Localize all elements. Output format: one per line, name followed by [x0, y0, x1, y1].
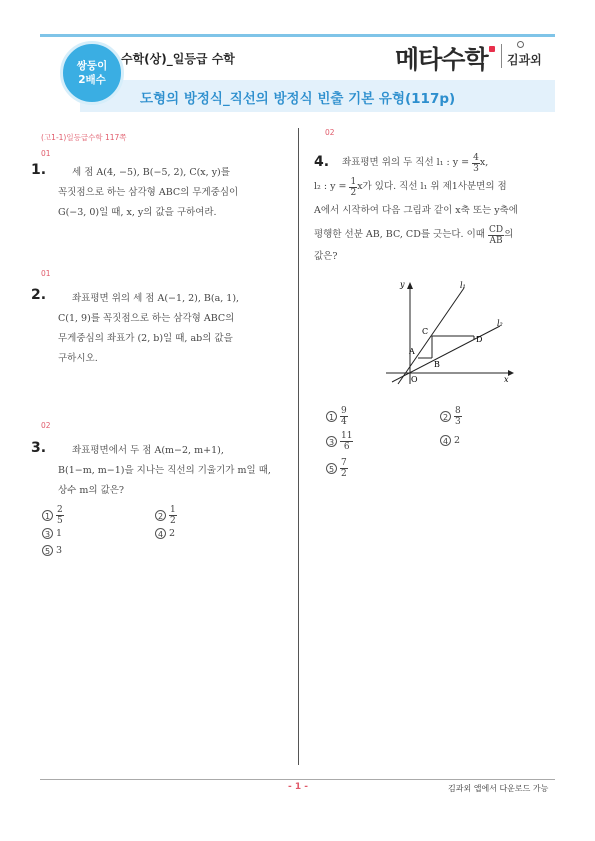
question-line-text: 좌표평면 위의 두 직선 l₁ : y = — [342, 157, 470, 168]
option-marker: 4 — [440, 435, 451, 446]
question-text — [314, 151, 558, 267]
option-marker: 1 — [42, 510, 53, 521]
question-tag: 01 — [41, 149, 51, 158]
answer-option[interactable] — [440, 435, 460, 446]
question-number: 2. — [31, 287, 47, 303]
option-value: 3 — [56, 545, 63, 556]
question-tag: 01 — [41, 269, 51, 278]
question-line: B(1−m, m−1)을 지나는 직선의 기울기가 m일 때, — [58, 465, 271, 476]
fraction-numerator: 11 — [341, 431, 353, 441]
option-fraction — [169, 505, 177, 526]
answer-option[interactable] — [42, 505, 64, 526]
option-value: 2 — [169, 528, 176, 539]
option-fraction — [56, 505, 64, 526]
answer-option[interactable] — [326, 406, 348, 427]
fraction-numerator: 4 — [473, 152, 479, 163]
answer-option[interactable] — [440, 406, 462, 427]
fraction-numerator: 2 — [57, 505, 63, 515]
question-number: 1. — [31, 162, 47, 178]
answer-option[interactable] — [155, 528, 175, 539]
question-line: 구하시오. — [58, 353, 98, 364]
book-title: 수학(상)_일등급 수학 — [121, 52, 235, 66]
question-line: 꼭짓점으로 하는 삼각형 ABC의 무게중심이 — [58, 187, 239, 198]
question-line: 값은? — [314, 251, 338, 262]
option-fraction — [340, 458, 348, 479]
question-source: (고1-1)일등급수학 117쪽 — [41, 133, 127, 142]
l2-label: l₂ — [497, 319, 503, 328]
option-marker: 5 — [42, 545, 53, 556]
option-value: 2 — [454, 435, 461, 446]
question-number: 3. — [31, 440, 47, 456]
twin-badge — [60, 41, 124, 105]
point-c-label: C — [422, 327, 429, 336]
answer-option[interactable] — [42, 545, 62, 556]
slope-fraction — [472, 153, 480, 174]
question-line: 세 점 A(4, −5), B(−5, 2), C(x, y)를 — [72, 167, 230, 178]
header-rule — [40, 34, 555, 37]
fraction-denominator: 3 — [473, 163, 479, 174]
question-text — [58, 441, 286, 501]
question-number: 4. — [314, 154, 330, 170]
answer-option[interactable] — [326, 458, 348, 479]
question-line: A에서 시작하여 다음 그림과 같이 x축 또는 y축에 — [314, 205, 518, 216]
point-b-label: B — [434, 360, 440, 369]
option-marker: 3 — [326, 436, 337, 447]
question-line-text: 평행한 선분 AB, BC, CD를 긋는다. 이때 — [314, 229, 485, 240]
option-marker: 5 — [326, 463, 337, 474]
question-line: 좌표평면에서 두 점 A(m−2, m+1), — [72, 445, 224, 456]
fraction-denominator: 2 — [170, 516, 176, 526]
question-line-text: l₂ : y = — [314, 181, 347, 192]
fraction-denominator: 5 — [57, 516, 63, 526]
origin-label: O — [411, 375, 418, 384]
question-line: 무게중심의 좌표가 (2, b)일 때, ab의 값을 — [58, 333, 233, 344]
option-marker: 3 — [42, 528, 53, 539]
fraction-denominator: 2 — [341, 469, 347, 479]
fraction-denominator: AB — [489, 235, 503, 246]
partner-logo: 김과외 — [507, 53, 542, 67]
question-line: 좌표평면 위의 세 점 A(−1, 2), B(a, 1), — [72, 293, 240, 304]
question-line-text: x가 있다. 직선 l₁ 위 제1사분면의 점 — [357, 181, 507, 192]
question-line — [314, 175, 558, 199]
option-marker: 2 — [155, 510, 166, 521]
fraction-numerator: 1 — [350, 176, 357, 187]
badge-line1: 쌍둥이 — [76, 60, 108, 72]
fraction-numerator: 7 — [341, 458, 347, 468]
answer-option[interactable] — [155, 505, 177, 526]
point-a-label: A — [409, 347, 415, 356]
page-number: - 1 - — [288, 782, 308, 792]
x-axis-label: x — [504, 375, 509, 384]
option-value: 1 — [56, 528, 63, 539]
question-text — [58, 163, 286, 223]
brand-divider — [501, 44, 502, 68]
question-line — [342, 151, 558, 175]
fraction-denominator: 2 — [350, 187, 357, 198]
point-d-label: D — [476, 335, 483, 344]
brand-mark-icon — [489, 46, 495, 52]
download-note: 김과외 앱에서 다운로드 가능 — [448, 784, 549, 793]
l1-label: l₁ — [460, 281, 466, 290]
fraction-numerator: 8 — [455, 406, 461, 416]
badge-line2: 2배수 — [78, 74, 106, 86]
question-line — [314, 223, 558, 247]
fraction-numerator: 9 — [341, 406, 347, 416]
question-tag: 02 — [41, 421, 51, 430]
ratio-fraction — [488, 225, 504, 246]
fraction-denominator: 6 — [343, 442, 350, 452]
option-fraction — [340, 406, 348, 427]
fraction-denominator: 3 — [455, 417, 461, 427]
question-line: C(1, 9)를 꼭짓점으로 하는 삼각형 ABC의 — [58, 313, 235, 324]
question-text — [58, 289, 286, 369]
y-axis-arrow-icon — [407, 282, 413, 289]
unit-title: 도형의 방정식_직선의 방정식 빈출 기본 유형(117p) — [140, 91, 456, 107]
footer-rule — [40, 779, 555, 780]
fraction-numerator: 1 — [170, 505, 176, 515]
line-graph — [380, 276, 520, 388]
fraction-denominator: 4 — [341, 417, 347, 427]
option-fraction — [340, 431, 353, 452]
question-line: G(−3, 0)일 때, x, y의 값을 구하여라. — [58, 207, 217, 218]
fraction-numerator: CD — [488, 224, 504, 235]
option-fraction — [454, 406, 462, 427]
answer-option[interactable] — [42, 528, 62, 539]
question-line-text: 의 — [504, 229, 514, 240]
option-marker: 2 — [440, 411, 451, 422]
question-line-text: x, — [479, 157, 489, 168]
x-axis-arrow-icon — [508, 370, 514, 376]
column-divider — [298, 128, 299, 765]
option-marker: 1 — [326, 411, 337, 422]
option-marker: 4 — [155, 528, 166, 539]
slope-fraction — [349, 177, 357, 198]
question-tag: 02 — [325, 128, 335, 137]
question-line: 상수 m의 값은? — [58, 485, 125, 496]
partner-logo-icon — [517, 41, 524, 48]
answer-option[interactable] — [326, 431, 353, 452]
brand-logo: 메타수학 — [395, 45, 488, 74]
y-axis-label: y — [400, 280, 405, 289]
